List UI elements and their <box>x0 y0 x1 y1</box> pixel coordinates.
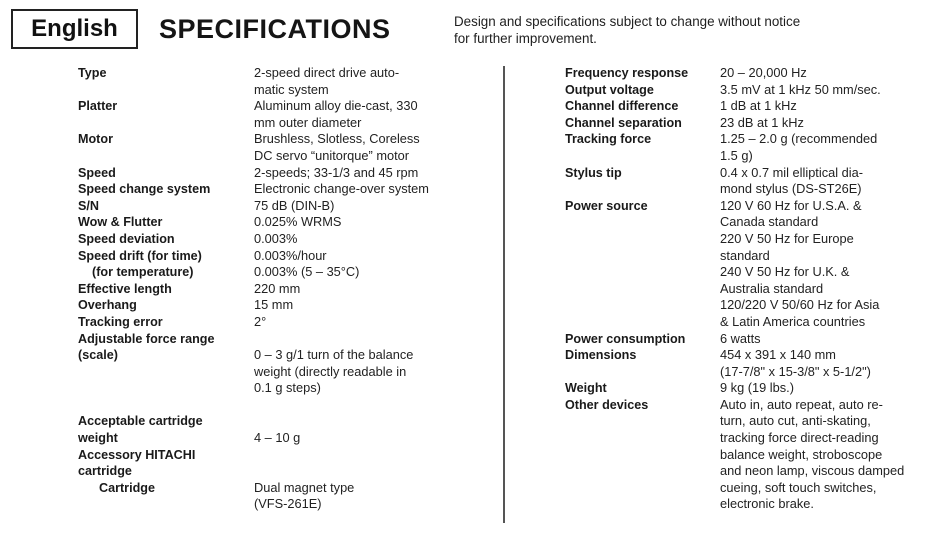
spec-label: Tracking error <box>78 314 163 329</box>
right-spec-list <box>565 65 904 513</box>
notice-line-1: Design and specifications subject to change without notice <box>454 14 801 29</box>
spec-label: Acceptable cartridge weight <box>78 414 203 446</box>
spec-value: 0.003% <box>254 230 298 246</box>
spec-row-adjustable-force-range <box>78 331 429 397</box>
spec-label: Output voltage <box>565 82 654 97</box>
spec-value: 0 – 3 g/1 turn of the balance weight (directly readable in 0.1 g steps) <box>254 347 414 396</box>
spec-value: 0.003% (5 – 35°C) <box>254 264 360 280</box>
spec-label: Speed drift (for time) <box>78 248 202 263</box>
spec-row-power-source <box>565 198 904 331</box>
spec-label: Dimensions <box>565 348 637 363</box>
spec-label: Platter <box>78 99 118 114</box>
spec-value: 120 V 60 Hz for U.S.A. & Canada standard 220 V 50 Hz for Europe standard 240 V 50 Hz for U.K. & Australia standard 120/220 V 50/60 Hz for Asia & Latin America countries <box>720 197 880 329</box>
spec-row-other-devices <box>565 397 904 513</box>
column-divider <box>503 66 505 523</box>
spec-label: (for temperature) <box>78 265 194 280</box>
spec-row-stylus-tip <box>565 165 904 198</box>
spec-value: 2° <box>254 313 267 329</box>
spec-label: Tracking force <box>565 132 652 147</box>
spec-row-wow-flutter <box>78 214 429 231</box>
spec-row-motor <box>78 131 429 164</box>
spec-row-tracking-force <box>565 131 904 164</box>
spec-value: Auto in, auto repeat, auto re- turn, auto cut, anti-skating, tracking force direct-reading balance weight, stroboscope and neon lamp, viscous damped cueing, soft touch switches, electronic brake. <box>720 396 905 512</box>
spec-label: Power source <box>565 198 648 213</box>
spec-row-sn <box>78 198 429 215</box>
language-label-box <box>11 9 138 49</box>
spec-value: 1.25 – 2.0 g (recommended 1.5 g) <box>720 131 878 163</box>
spec-label: Speed change system <box>78 182 211 197</box>
spec-row-power-consumption <box>565 331 904 348</box>
spec-value: 454 x 391 x 140 mm (17-7/8" x 15-3/8" x 5-1/2") <box>720 347 871 379</box>
spec-label: Channel difference <box>565 99 679 114</box>
spec-value: Brushless, Slotless, Coreless DC servo “unitorque” motor <box>254 131 420 163</box>
spec-row-platter <box>78 98 429 131</box>
spec-row-acceptable-cartridge-weight <box>78 413 429 446</box>
spec-value: 0.003%/hour <box>254 247 327 263</box>
spec-value: 9 kg (19 lbs.) <box>720 380 794 396</box>
spec-row-frequency-response <box>565 65 904 82</box>
spec-row-accessory-cartridge <box>78 447 429 513</box>
spec-row-speed-change-system <box>78 181 429 198</box>
spec-row-tracking-error <box>78 314 429 331</box>
spec-row-speed <box>78 165 429 182</box>
left-spec-list <box>78 65 429 513</box>
spec-value: Aluminum alloy die-cast, 330 mm outer diameter <box>254 98 418 130</box>
spec-value: 15 mm <box>254 297 294 313</box>
change-notice <box>454 14 874 47</box>
spec-label: Accessory HITACHI cartridge Cartridge <box>78 447 196 495</box>
spec-label: Motor <box>78 132 113 147</box>
spec-label: Adjustable force range (scale) <box>78 331 215 363</box>
spec-label: Type <box>78 66 107 80</box>
notice-line-2: for further improvement. <box>454 30 597 46</box>
language-label: English <box>31 15 118 42</box>
spec-row-weight <box>565 380 904 397</box>
page-title: SPECIFICATIONS <box>159 14 391 44</box>
spec-value: 75 dB (DIN-B) <box>254 197 335 213</box>
spec-value: 0.4 x 0.7 mil elliptical dia- mond stylus (DS-ST26E) <box>720 164 863 197</box>
spec-label: Effective length <box>78 281 172 296</box>
spec-value: 6 watts <box>720 330 761 346</box>
spec-row-channel-separation <box>565 115 904 132</box>
spec-label: Wow & Flutter <box>78 215 163 230</box>
spec-label: Other devices <box>565 397 649 412</box>
spec-value: Electronic change-over system <box>254 181 429 197</box>
spec-row-speed-drift-temperature <box>78 264 429 281</box>
spec-label: Frequency response <box>565 66 689 80</box>
spec-row-dimensions <box>565 347 904 380</box>
spec-label: Speed deviation <box>78 231 175 246</box>
spec-value: 3.5 mV at 1 kHz 50 mm/sec. <box>720 81 881 97</box>
spec-value: 4 – 10 g <box>254 430 301 446</box>
spec-row-speed-deviation <box>78 231 429 248</box>
spec-value: 2-speed direct drive auto- matic system <box>254 65 400 97</box>
spec-label: S/N <box>78 198 99 213</box>
spec-value: 0.025% WRMS <box>254 214 342 230</box>
spec-row-type <box>78 65 429 98</box>
spec-label: Weight <box>565 381 607 396</box>
spec-label: Power consumption <box>565 331 686 346</box>
spec-value: Dual magnet type (VFS-261E) <box>254 479 355 512</box>
spec-row-overhang <box>78 297 429 314</box>
spec-label: Overhang <box>78 298 137 313</box>
spec-row-speed-drift-time <box>78 248 429 265</box>
spec-label: Stylus tip <box>565 165 622 180</box>
spec-row-effective-length <box>78 281 429 298</box>
spec-row-output-voltage <box>565 82 904 99</box>
spec-label: Speed <box>78 165 116 180</box>
spec-row-channel-difference <box>565 98 904 115</box>
spec-value: 1 dB at 1 kHz <box>720 98 797 114</box>
spec-value: 23 dB at 1 kHz <box>720 114 804 130</box>
spec-label: Channel separation <box>565 115 682 130</box>
spec-value: 2-speeds; 33-1/3 and 45 rpm <box>254 164 419 180</box>
spec-value: 20 – 20,000 Hz <box>720 65 807 80</box>
spec-value: 220 mm <box>254 280 301 296</box>
